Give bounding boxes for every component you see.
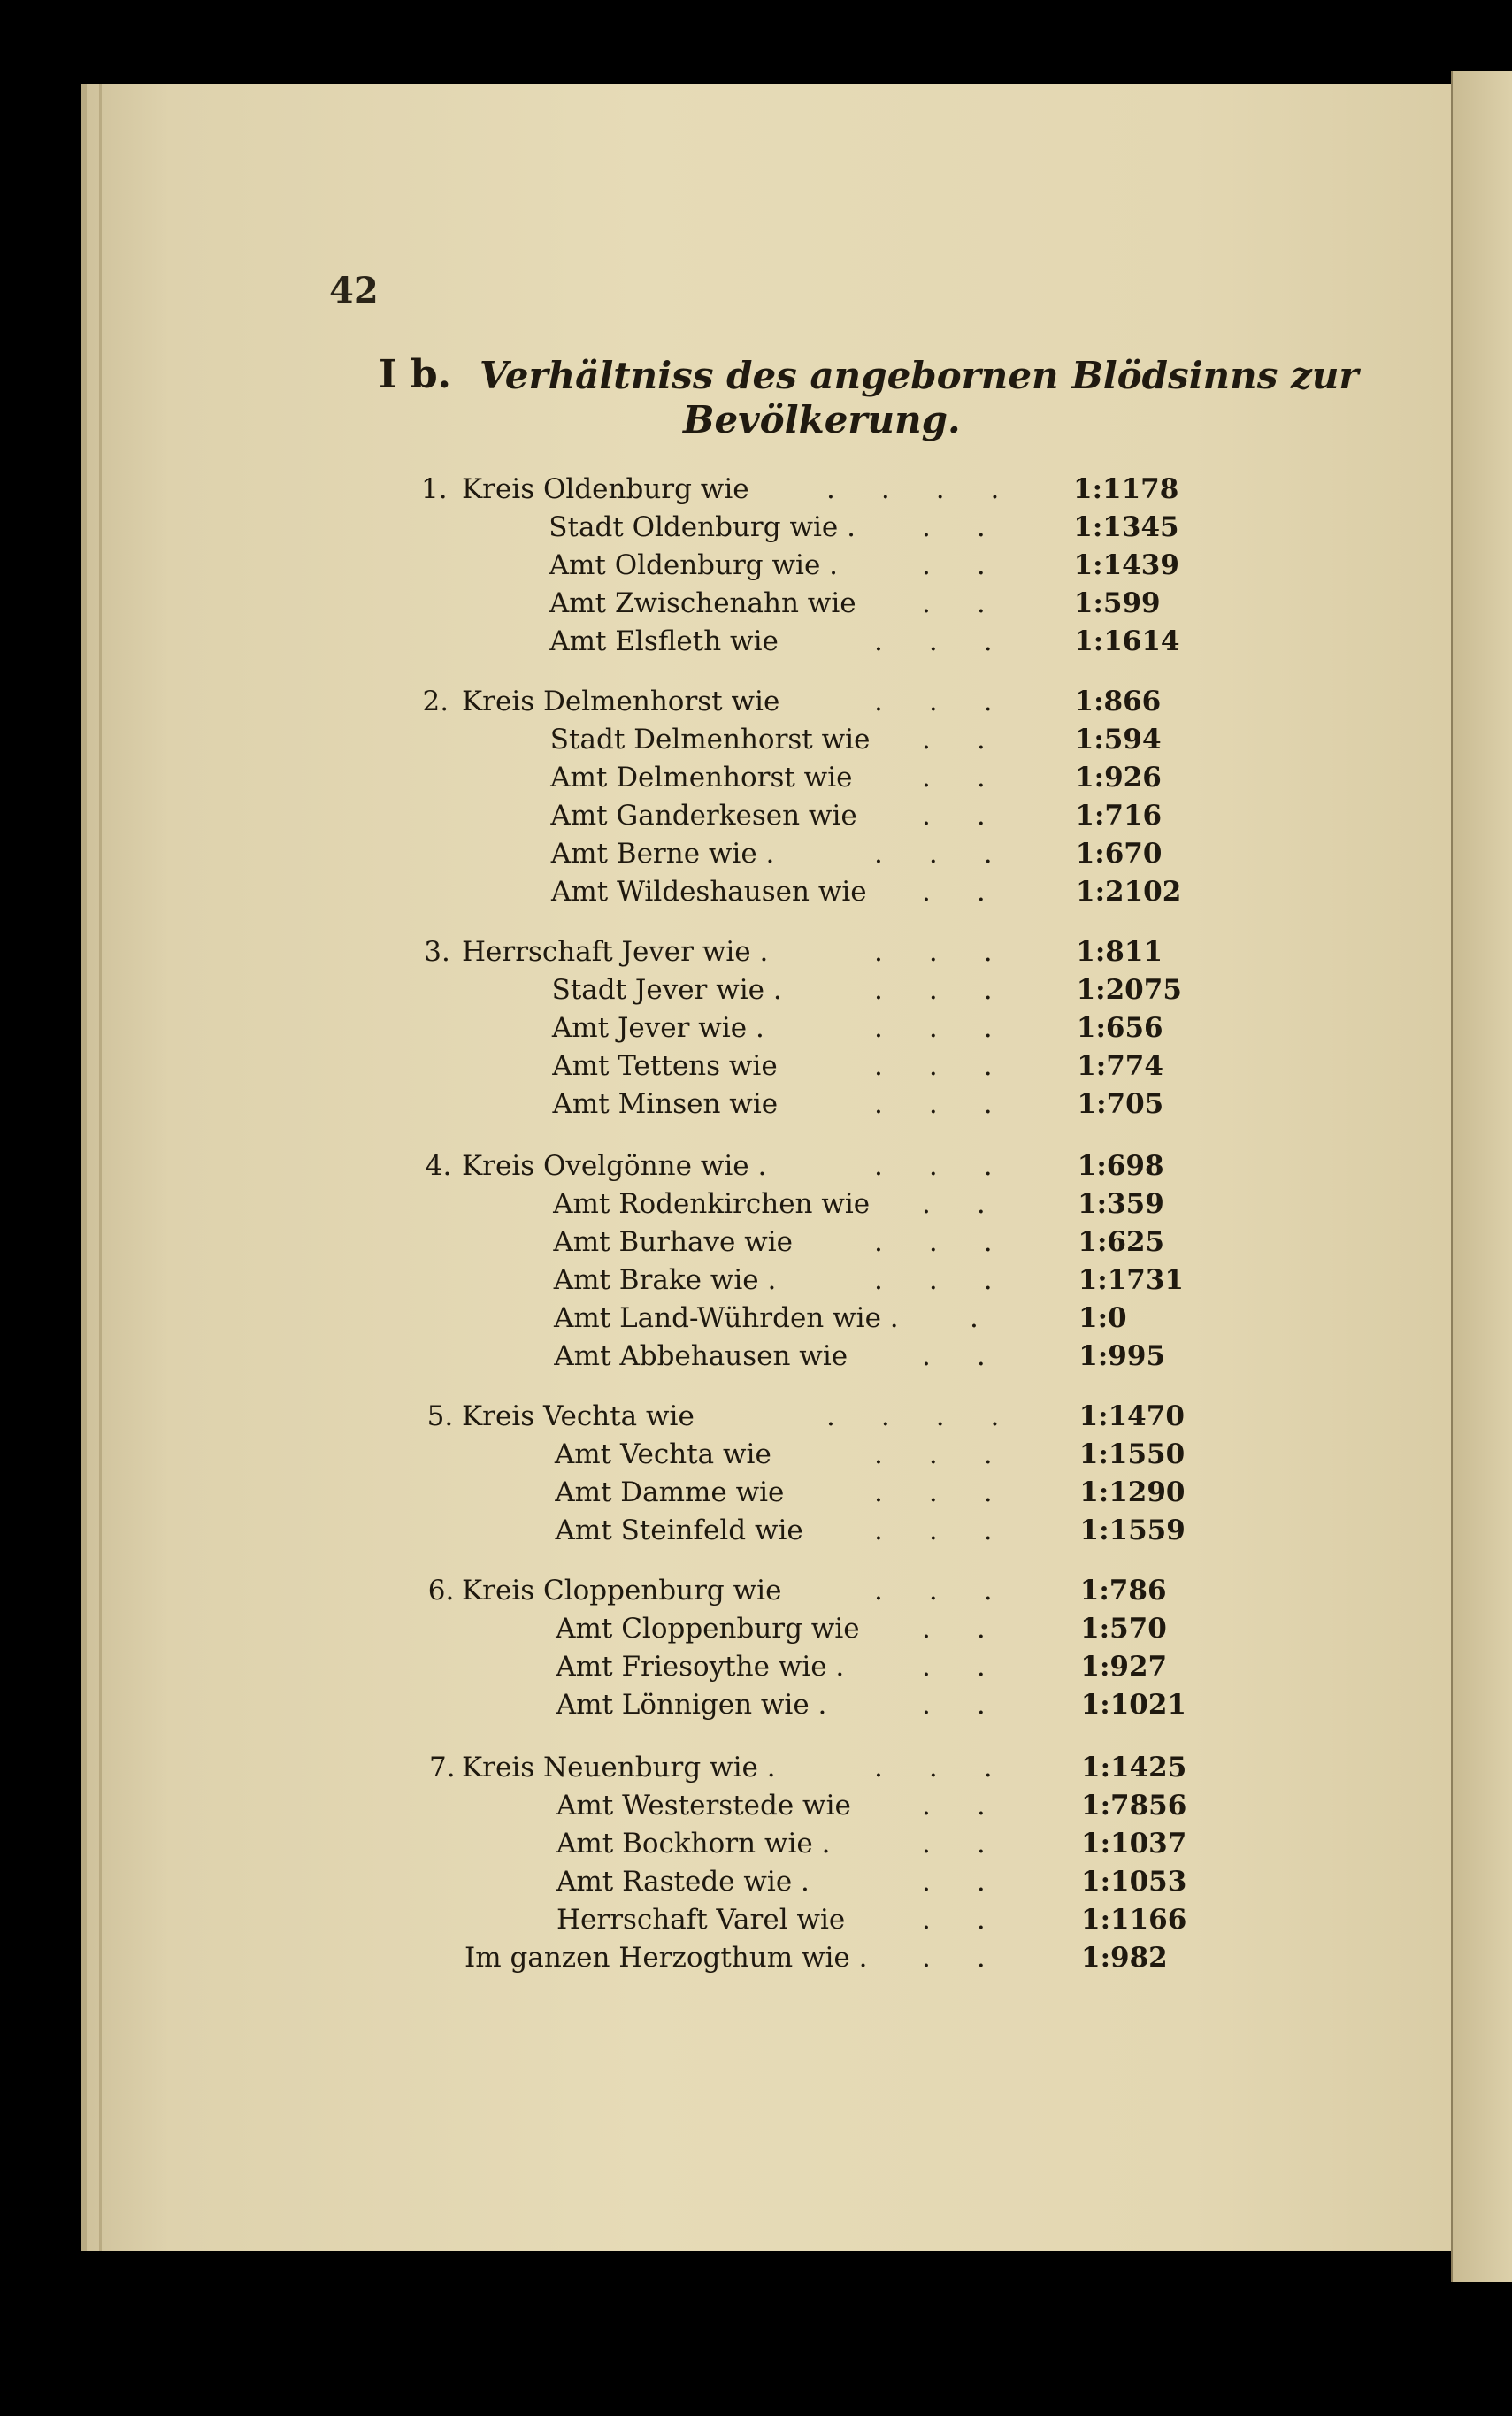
row-ratio: 1:570	[1080, 1613, 1167, 1645]
row-leader-dots: ..	[922, 800, 1032, 832]
row-leader-dots: ..	[922, 1904, 1032, 1936]
table-row	[0, 1866, 1512, 1905]
row-leader-dots: ...	[874, 1515, 1039, 1546]
row-ratio: 1:1614	[1074, 625, 1180, 657]
row-ratio: 1:1053	[1081, 1866, 1187, 1898]
table-row	[0, 1012, 1512, 1051]
row-name: Kreis Cloppenburg wie	[462, 1575, 782, 1607]
row-name: Amt Land-Wührden wie .	[554, 1302, 899, 1334]
row-leader-dots: ...	[874, 686, 1039, 717]
row-ratio: 1:982	[1081, 1942, 1168, 1974]
row-name: Amt Jever wie .	[551, 1012, 764, 1044]
row-ratio: 1:1037	[1081, 1828, 1187, 1860]
row-leader-dots: ...	[874, 1012, 1039, 1044]
row-ratio: 1:1166	[1081, 1904, 1187, 1936]
row-ratio: 1:670	[1075, 838, 1163, 870]
row-name: Amt Rodenkirchen wie	[553, 1188, 871, 1220]
table-row	[0, 724, 1512, 763]
row-leader-dots: ..	[922, 1188, 1032, 1220]
row-ratio: 1:705	[1077, 1088, 1164, 1120]
row-ratio: 1:1559	[1079, 1515, 1186, 1546]
row-leader-dots: ..	[922, 1651, 1032, 1683]
table-row	[0, 1438, 1512, 1477]
row-leader-dots: ..	[922, 724, 1032, 755]
row-ratio: 1:926	[1075, 762, 1162, 794]
row-ratio: 1:786	[1079, 1575, 1167, 1607]
row-leader-dots: ...	[874, 1752, 1039, 1783]
row-leader-dots: ..	[922, 1340, 1032, 1372]
table-row	[0, 1400, 1512, 1439]
row-number: 2.	[422, 686, 449, 717]
row-ratio: 1:625	[1078, 1226, 1165, 1258]
row-leader-dots: ..	[922, 1828, 1032, 1860]
row-leader-dots: ..	[922, 1613, 1032, 1645]
row-number: 6.	[427, 1575, 455, 1607]
table-row	[0, 625, 1512, 664]
row-name: Amt Zwischenahn wie	[549, 587, 856, 619]
row-name: Amt Bockhorn wie .	[556, 1828, 831, 1860]
table-row	[0, 1226, 1512, 1265]
row-name: Amt Cloppenburg wie	[556, 1613, 860, 1645]
table-row	[0, 1904, 1512, 1943]
row-leader-dots: ...	[874, 936, 1039, 968]
row-leader-dots: ..	[922, 549, 1032, 581]
table-row	[0, 1302, 1512, 1341]
row-name: Amt Westerstede wie	[556, 1790, 851, 1822]
row-ratio: 1:594	[1074, 724, 1162, 755]
row-name: Amt Friesoythe wie .	[556, 1651, 845, 1683]
row-name: Amt Brake wie .	[553, 1264, 777, 1296]
table-row	[0, 1689, 1512, 1728]
table-row	[0, 762, 1512, 801]
row-name: Amt Steinfeld wie	[555, 1515, 803, 1546]
row-name: Kreis Delmenhorst wie	[462, 686, 780, 717]
row-name: Amt Wildeshausen wie	[551, 876, 867, 908]
row-ratio: 1:656	[1076, 1012, 1163, 1044]
row-name: Herrschaft Jever wie .	[462, 936, 769, 968]
row-name: Kreis Vechta wie	[462, 1400, 695, 1432]
row-ratio: 1:1178	[1073, 473, 1179, 505]
row-ratio: 1:1345	[1073, 511, 1179, 543]
table-row	[0, 1790, 1512, 1829]
table-row	[0, 1651, 1512, 1690]
row-ratio: 1:1439	[1073, 549, 1179, 581]
row-leader-dots: ...	[874, 1150, 1039, 1182]
row-name: Amt Rastede wie .	[556, 1866, 810, 1898]
table-row	[0, 838, 1512, 877]
table-row	[0, 1515, 1512, 1553]
row-name: Stadt Jever wie .	[551, 974, 782, 1006]
table-row	[0, 1050, 1512, 1089]
row-leader-dots: ...	[874, 1438, 1039, 1470]
row-name: Kreis Ovelgönne wie .	[462, 1150, 767, 1182]
table-row	[0, 1575, 1512, 1614]
row-name: Amt Vechta wie	[554, 1438, 771, 1470]
row-ratio: 1:0	[1078, 1302, 1127, 1334]
row-name: Amt Lönnigen wie .	[556, 1689, 827, 1721]
section-title-line-1: Verhältniss des angebornen Blödsinns zur	[480, 354, 1359, 397]
row-ratio: 1:1470	[1078, 1400, 1185, 1432]
row-ratio: 1:995	[1078, 1340, 1166, 1372]
row-name: Amt Abbehausen wie	[554, 1340, 848, 1372]
row-leader-dots: ...	[874, 1226, 1039, 1258]
row-leader-dots: ..	[922, 762, 1032, 794]
row-ratio: 1:1425	[1081, 1752, 1187, 1783]
row-leader-dots: ...	[874, 1575, 1039, 1607]
row-number: 3.	[424, 936, 450, 968]
row-name: Amt Minsen wie	[552, 1088, 779, 1120]
row-ratio: 1:2075	[1076, 974, 1182, 1006]
row-number: 4.	[425, 1150, 452, 1182]
row-leader-dots: ..	[922, 1689, 1032, 1721]
row-ratio: 1:359	[1078, 1188, 1164, 1220]
row-name: Amt Elsfleth wie	[549, 625, 779, 657]
table-row	[0, 936, 1512, 975]
row-name: Amt Tettens wie	[552, 1050, 778, 1082]
table-row	[0, 686, 1512, 725]
table-row	[0, 1088, 1512, 1127]
table-row	[0, 587, 1512, 626]
section-title-line-2: Bevölkerung.	[683, 398, 961, 441]
table-row	[0, 1188, 1512, 1227]
row-leader-dots: ....	[826, 1400, 1046, 1432]
table-row	[0, 1942, 1512, 1981]
row-leader-dots: ...	[874, 974, 1039, 1006]
row-leader-dots: ..	[922, 1866, 1032, 1898]
row-leader-dots: ..	[922, 587, 1032, 619]
table-row	[0, 1613, 1512, 1652]
row-name: Amt Oldenburg wie .	[549, 549, 839, 581]
row-ratio: 1:716	[1075, 800, 1163, 832]
row-leader-dots: ...	[874, 1264, 1039, 1296]
section-label: I b.	[379, 352, 451, 397]
row-leader-dots: .	[970, 1302, 1025, 1334]
row-name: Herrschaft Varel wie	[556, 1904, 846, 1936]
table-row	[0, 876, 1512, 915]
row-leader-dots: ..	[922, 876, 1032, 908]
row-leader-dots: ....	[826, 473, 1046, 505]
table-row	[0, 1476, 1512, 1515]
row-ratio: 1:866	[1074, 686, 1162, 717]
row-name: Amt Berne wie .	[550, 838, 775, 870]
row-number: 5.	[426, 1400, 454, 1432]
row-ratio: 1:1290	[1079, 1476, 1186, 1508]
row-ratio: 1:774	[1077, 1050, 1163, 1082]
row-ratio: 1:2102	[1076, 876, 1182, 908]
row-leader-dots: ...	[874, 1050, 1039, 1082]
row-ratio: 1:1731	[1078, 1264, 1184, 1296]
table-row	[0, 511, 1512, 550]
row-name: Kreis Oldenburg wie	[462, 473, 749, 505]
table-row	[0, 1752, 1512, 1791]
row-ratio: 1:698	[1077, 1150, 1164, 1182]
table-row	[0, 1150, 1512, 1189]
row-leader-dots: ...	[874, 625, 1039, 657]
table-row	[0, 800, 1512, 839]
row-leader-dots: ...	[874, 1088, 1039, 1120]
row-number: 1.	[421, 473, 448, 505]
page-number: 42	[329, 270, 379, 311]
row-name: Kreis Neuenburg wie .	[462, 1752, 776, 1783]
row-name: Amt Burhave wie	[553, 1226, 794, 1258]
row-leader-dots: ...	[874, 838, 1039, 870]
table-row	[0, 974, 1512, 1013]
row-name: Stadt Oldenburg wie .	[549, 511, 856, 543]
row-name: Amt Damme wie	[555, 1476, 785, 1508]
row-leader-dots: ..	[922, 511, 1032, 543]
row-ratio: 1:1550	[1078, 1438, 1186, 1470]
table-row	[0, 1340, 1512, 1379]
table-row	[0, 549, 1512, 588]
row-ratio: 1:1021	[1080, 1689, 1186, 1721]
row-name: Amt Ganderkesen wie	[550, 800, 857, 832]
row-leader-dots: ..	[922, 1790, 1032, 1822]
row-ratio: 1:599	[1073, 587, 1161, 619]
row-ratio: 1:927	[1080, 1651, 1168, 1683]
table-row	[0, 1264, 1512, 1303]
row-number: 7.	[429, 1752, 456, 1783]
table-row	[0, 1828, 1512, 1867]
row-ratio: 1:811	[1076, 936, 1163, 968]
row-leader-dots: ...	[874, 1476, 1039, 1508]
row-name: Stadt Delmenhorst wie	[549, 724, 871, 755]
row-name: Amt Delmenhorst wie	[550, 762, 853, 794]
table-row	[0, 473, 1512, 512]
row-leader-dots: ..	[922, 1942, 1032, 1974]
row-name: Im ganzen Herzogthum wie .	[464, 1942, 868, 1974]
row-ratio: 1:7856	[1081, 1790, 1187, 1822]
